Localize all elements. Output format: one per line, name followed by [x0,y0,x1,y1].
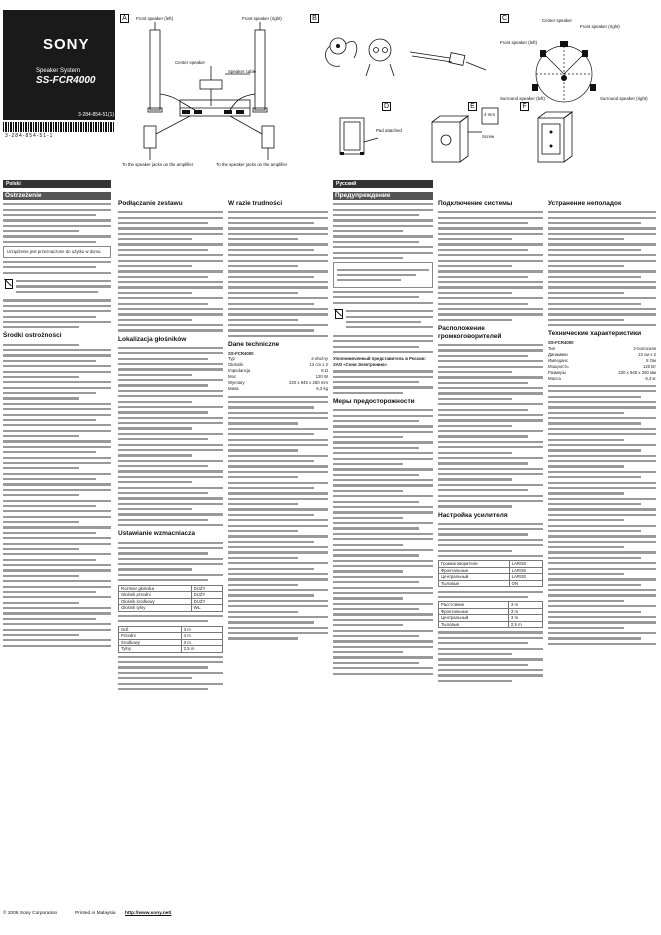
figure-d-label: D [383,103,390,110]
note-box: Urządzenie jest przeznaczone do użytku w domu. [3,246,111,257]
figure-c-caption-front-left: Front speaker (left) [500,40,538,45]
spec-model: SS-FCR4000 [548,340,574,346]
column-3: W razie trudności Dane techniczne SS-FCR4000 Typ 2-drożny Głośniki 13 cm x 2 Impedancja 8 Ω Moc 120 W Wymiary 220 x 945 x 250 mm Masa 6,3 kg [228,196,328,643]
figure-a-caption-front-left: Front speaker (left) [136,16,174,21]
speaker-distance-table: Расстояние 3 m Фронтальные 3 m Центральный 3 m Тыловые 2,5 m [438,601,543,628]
figure-a-drawing [120,14,305,174]
section-title: Dane techniczne [228,341,280,348]
section-title: W razie trudności [228,200,283,207]
barcode [3,122,115,132]
section-title: Ostrzeżenie [3,192,111,200]
part-number: 3-284-854-51(1) [78,112,115,118]
section-title: Меры предосторожности [333,398,415,405]
figure-e [424,102,514,172]
section-title: Lokalizacja głośników [118,335,187,343]
column-5 [438,196,543,685]
speaker-size-table: Громкоговорители LARGE Фронтальные LARGE Центральный LARGE Тыловые ON [438,560,543,587]
column-4 [333,180,433,678]
section-title: Предупреждение [333,192,433,200]
figure-c-caption-front-right: Front speaker (right) [580,24,620,29]
weee-bin-icon [3,277,13,288]
section-title: Подключение системы [438,200,513,207]
figure-b-drawing [310,14,498,100]
speaker-size-table: Rozmiar głośnika DUŻY Głośnik przedni DUŻY Głośnik środkowy DUŻY Głośnik tylny WŁ. [118,585,223,612]
language-bar-polski: Polski [3,180,111,188]
figure-e-caption-a: 4 mm [484,112,495,117]
figure-f-drawing [516,102,656,172]
figure-e-label: E [468,102,477,111]
note-box [333,262,433,287]
figure-a-caption-bottom-right: To the speaker jacks on the amplifier [216,162,288,167]
column-2 [118,196,223,693]
figure-e-drawing [424,102,514,172]
model-name: SS-FCR4000 [36,75,96,86]
section-title: Środki ostrożności [3,332,62,340]
figure-f [516,102,656,172]
section-title: Устранение неполадок [548,200,622,207]
figure-a-caption-front-right: Front speaker (right) [242,16,282,21]
figure-a-label: A [120,14,129,23]
figure-d-drawing [330,102,420,164]
barcode-number: 3-284-854-51-1 [5,133,54,139]
copyright: © 2006 Sony Corporation [3,911,58,916]
figure-f-label: F [520,102,529,111]
column-6: Устранение неполадок Технические характеристики SS-FCR4000 Тип 2-полосная Динамики 13 см x 2 Импеданс 8 Ом Мощность 120 Вт Размеры 220 x 945 x 250 мм Масса 6,3 кг [548,196,656,648]
figure-d-caption: Pad attached [376,128,402,133]
product-type: Speaker System [36,68,81,74]
figure-a-caption-cable: Speaker cable [228,69,257,74]
figure-b [310,14,498,100]
section-title: Технические характеристики [548,330,642,338]
language-bar-russian: Русский [333,180,433,188]
figure-e-caption-b: Screw [482,134,495,139]
section-title: Ustawianie wzmacniacza [118,530,195,538]
figure-b-label: B [310,14,319,23]
speaker-distance-table: Odl. 3 m Przedni 3 m Środkowy 3 m Tylny 2,5 m [118,626,223,653]
brand-logo: SONY [43,36,90,53]
figure-d [330,102,420,164]
figure-a-caption-center: Center speaker [175,60,206,65]
importer-info: Уполномоченный представитель в России: ЗАО «Сони Электроникс» [333,356,426,367]
figure-c-label: C [501,15,508,22]
sony-url-link[interactable]: http://www.sony.net/ [125,911,172,916]
figure-c-caption-surround-right: Surround speaker (right) [600,96,648,101]
section-title: Расположение громкоговорителей [438,324,502,340]
figure-c-caption-center: Center speaker [542,18,573,23]
figure-c-caption-surround-left: Surround speaker (left) [500,96,545,101]
weee-bin-icon [333,307,343,318]
section-title: Настройка усилителя [438,511,508,519]
column-1 [3,180,111,650]
cover-panel [3,10,115,120]
figure-a-caption-bottom-left: To the speaker jacks on the amplifier [122,162,194,167]
section-title: Podłączanie zestawu [118,200,183,207]
figure-a [120,14,305,174]
printed-in: Printed in Malaysia [75,911,116,916]
spec-model: SS-FCR4000 [228,351,254,356]
